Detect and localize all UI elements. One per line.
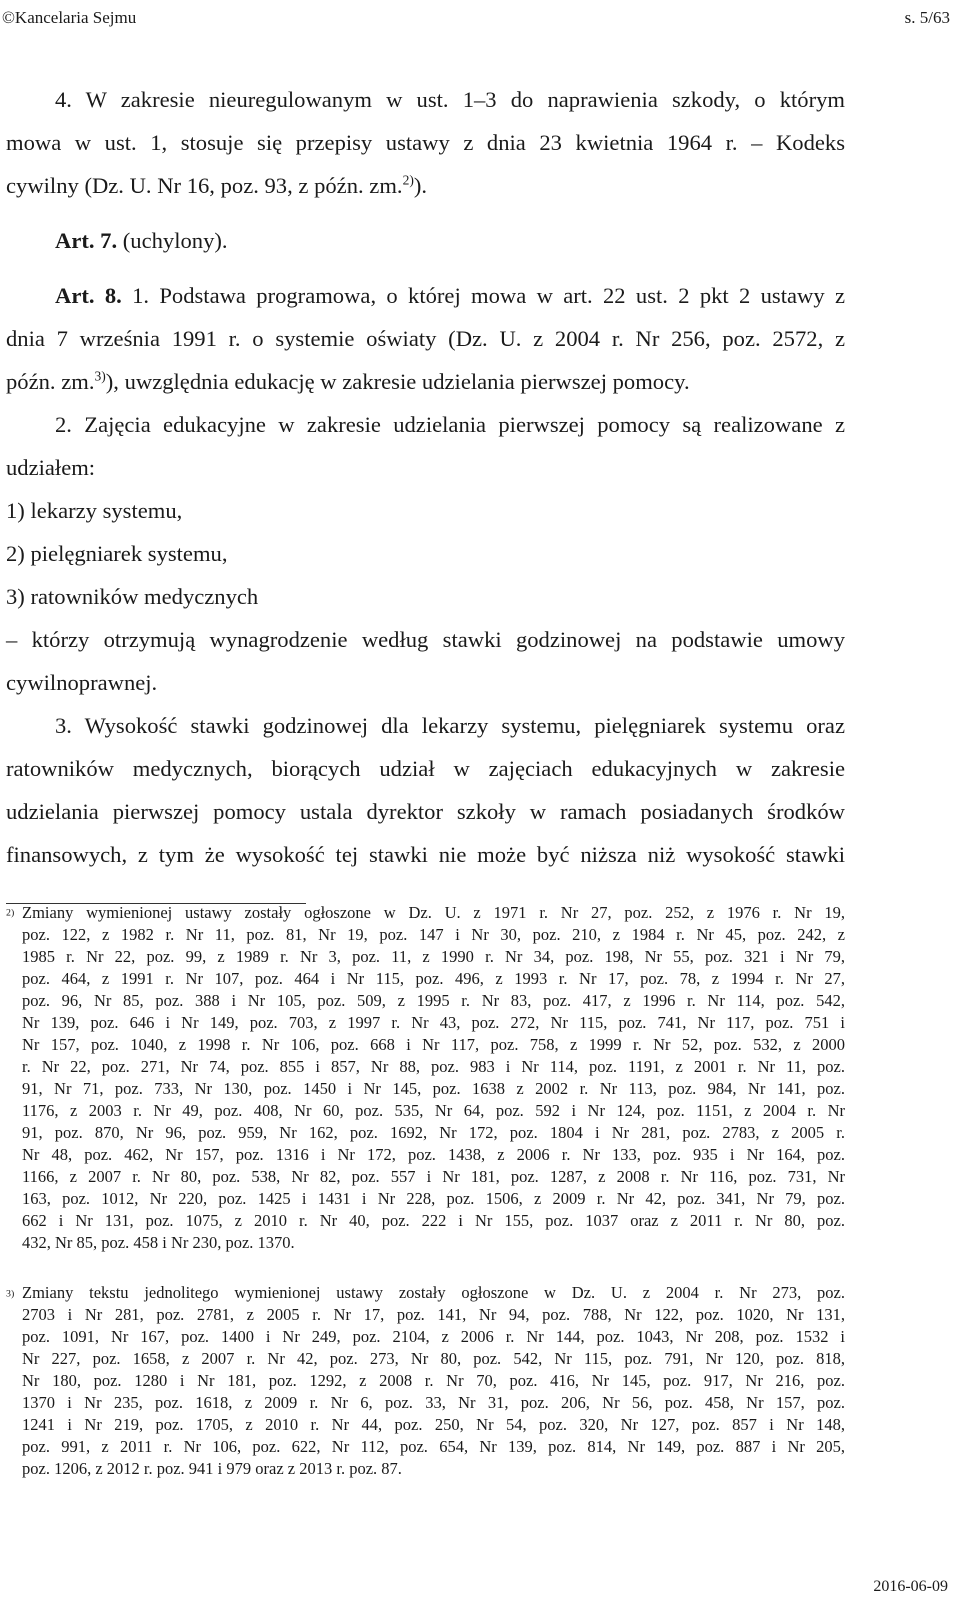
art8-p3-line2: ratowników medycznych, biorących udział w zajęciach edukacyjnych w zakresie [6, 756, 845, 781]
footnote-fn2-line: Nr 48, poz. 462, Nr 157, poz. 1316 i Nr 172, poz. 1438, z 2006 r. Nr 133, poz. 935 i Nr 164, poz. [22, 1145, 845, 1164]
footnote-fn2-line: 1985 r. Nr 22, poz. 99, z 1989 r. Nr 3, poz. 11, z 1990 r. Nr 34, poz. 198, Nr 55, poz. 321 i Nr 79, [22, 947, 845, 966]
art8-p2-line1: 2. Zajęcia edukacyjne w zakresie udzielania pierwszej pomocy są realizowane z [55, 412, 845, 437]
footnote-fn3-line: poz. 991, z 2011 r. Nr 106, poz. 622, Nr 112, poz. 654, Nr 139, poz. 814, Nr 149, poz. 887 i Nr 205, [22, 1437, 845, 1456]
footnote-fn2-line: poz. 96, Nr 85, poz. 388 i Nr 105, poz. 509, z 1995 r. Nr 83, poz. 417, z 1996 r. Nr 114, poz. 542, [22, 991, 845, 1010]
footnote-fn3-line: poz. 1206, z 2012 r. poz. 941 i 979 oraz z 2013 r. poz. 87. [22, 1459, 402, 1478]
footnote-fn3-line: poz. 1091, Nr 167, poz. 1400 i Nr 249, poz. 2104, z 2006 r. Nr 144, poz. 1043, Nr 208, poz. 1532 i [22, 1327, 845, 1346]
para4-line2: mowa w ust. 1, stosuje się przepisy ustawy z dnia 23 kwietnia 1964 r. – Kodeks [6, 130, 845, 155]
art8-line1: Art. 8. 1. Podstawa programowa, o której mowa w art. 22 ust. 2 pkt 2 ustawy z [55, 283, 845, 308]
page-number: s. 5/63 [904, 8, 950, 27]
footnote-ref-3: 3) [94, 368, 106, 384]
footnote-fn2-line: poz. 464, z 1991 r. Nr 107, poz. 464 i Nr 115, poz. 496, z 1993 r. Nr 17, poz. 78, z 1994 r. Nr 27, [22, 969, 845, 988]
footnote-fn2-line: 1176, z 2003 r. Nr 49, poz. 408, Nr 60, poz. 535, Nr 64, poz. 592 i Nr 124, poz. 1151, z 2004 r. Nr [22, 1101, 845, 1120]
list-item-2: 2) pielęgniarek systemu, [6, 541, 228, 566]
footnote-marker-2: 2) [6, 907, 15, 919]
footnote-fn3-line: Nr 180, poz. 1280 i Nr 181, poz. 1292, z 2008 r. Nr 70, poz. 416, Nr 145, poz. 917, Nr 216, poz. [22, 1371, 845, 1390]
list-item-1: 1) lekarzy systemu, [6, 498, 183, 523]
footnote-fn2-line: Zmiany wymienionej ustawy zostały ogłoszone w Dz. U. z 1971 r. Nr 27, poz. 252, z 1976 r. Nr 19, [22, 903, 845, 922]
footnote-ref-2: 2) [402, 172, 414, 188]
art8-label: Art. 8. [55, 283, 122, 308]
footnote-fn2-line: Nr 157, poz. 1040, z 1998 r. Nr 106, poz. 668 i Nr 117, poz. 758, z 1999 r. Nr 52, poz. 532, z 2000 [22, 1035, 845, 1054]
art8-after-line2: cywilnoprawnej. [6, 670, 158, 695]
footnote-fn2-line: poz. 122, z 1982 r. Nr 11, poz. 81, Nr 19, poz. 147 i Nr 30, poz. 210, z 1984 r. Nr 45, poz. 242, z [22, 925, 845, 944]
header-source: ©Kancelaria Sejmu [2, 8, 137, 27]
footnote-fn3-line: 2703 i Nr 281, poz. 2781, z 2005 r. Nr 17, poz. 141, Nr 94, poz. 788, Nr 122, poz. 1020, Nr 131, [22, 1305, 845, 1324]
footnote-fn3-line: Nr 227, poz. 1658, z 2007 r. Nr 42, poz. 273, Nr 80, poz. 542, Nr 115, poz. 791, Nr 120, poz. 818, [22, 1349, 845, 1368]
art8-after-line1: – którzy otrzymują wynagrodzenie według stawki godzinowej na podstawie umowy [6, 627, 845, 652]
art8-line3: późn. zm.$^{3)}$), uwzględnia edukację w zakresie udzielania pierwszej pomocy. [6, 368, 690, 394]
list-item-3: 3) ratowników medycznych [6, 584, 259, 609]
footnote-fn2-line: 662 i Nr 131, poz. 1075, z 2010 r. Nr 40, poz. 222 i Nr 155, poz. 1037 oraz z 2011 r. Nr 80, poz. [22, 1211, 845, 1230]
footnote-fn3-line: Zmiany tekstu jednolitego wymienionej ustawy zostały ogłoszone w Dz. U. z 2004 r. Nr 273, poz. [22, 1283, 845, 1302]
para4-line3: cywilny (Dz. U. Nr 16, poz. 93, z późn. zm.$^{2)}$). [6, 172, 428, 198]
footnote-fn2-line: 91, poz. 870, Nr 96, poz. 959, Nr 162, poz. 1692, Nr 172, poz. 1804 i Nr 281, poz. 2783, z 2005 r. [22, 1123, 845, 1142]
footer-date: 2016-06-09 [873, 1578, 948, 1595]
footnote-fn2-line: Nr 139, poz. 646 i Nr 149, poz. 703, z 1997 r. Nr 43, poz. 272, Nr 115, poz. 741, Nr 117, poz. 751 i [22, 1013, 845, 1032]
art8-p3-line1: 3. Wysokość stawki godzinowej dla lekarzy systemu, pielęgniarek systemu oraz [55, 713, 845, 738]
para4-line1: 4. W zakresie nieuregulowanym w ust. 1–3 do naprawienia szkody, o którym [55, 87, 845, 112]
art8-line2: dnia 7 września 1991 r. o systemie oświaty (Dz. U. z 2004 r. Nr 256, poz. 2572, z [6, 326, 845, 351]
footnote-fn2-line: 163, poz. 1012, Nr 220, poz. 1425 i 1431 i Nr 228, poz. 1506, z 2009 r. Nr 42, poz. 341, Nr 79, poz. [22, 1189, 845, 1208]
footnote-fn3-line: 1241 i Nr 219, poz. 1705, z 2010 r. Nr 44, poz. 250, Nr 54, poz. 320, Nr 127, poz. 857 i Nr 148, [22, 1415, 845, 1434]
footnote-fn2-line: 432, Nr 85, poz. 458 i Nr 230, poz. 1370. [22, 1233, 295, 1252]
footnote-fn2-line: 91, Nr 71, poz. 733, Nr 130, poz. 1450 i Nr 145, poz. 1638 z 2002 r. Nr 113, poz. 984, Nr 141, poz. [22, 1079, 845, 1098]
art7-label: Art. 7. [55, 228, 118, 253]
art8-p3-line4: finansowych, z tym że wysokość tej stawki nie może być niższa niż wysokość stawki [6, 842, 845, 867]
art8-p3-line3: udzielania pierwszej pomocy ustala dyrektor szkoły w ramach posiadanych środków [6, 799, 845, 824]
footnote-marker-3: 3) [6, 1288, 15, 1300]
footnote-fn2-line: r. Nr 22, poz. 271, Nr 74, poz. 855 i 857, Nr 88, poz. 983 i Nr 114, poz. 1191, z 2001 r. Nr 11, poz. [22, 1057, 845, 1076]
art7: Art. 7. (uchylony). [55, 228, 228, 253]
footnote-fn3-line: 1370 i Nr 235, poz. 1618, z 2009 r. Nr 6, poz. 33, Nr 31, poz. 206, Nr 56, poz. 458, Nr 157, poz. [22, 1393, 845, 1412]
art8-p2-line2: udziałem: [6, 455, 96, 480]
footnote-fn2-line: 1166, z 2007 r. Nr 80, poz. 538, Nr 82, poz. 557 i Nr 181, poz. 1287, z 2008 r. Nr 116, poz. 731, Nr [22, 1167, 845, 1186]
